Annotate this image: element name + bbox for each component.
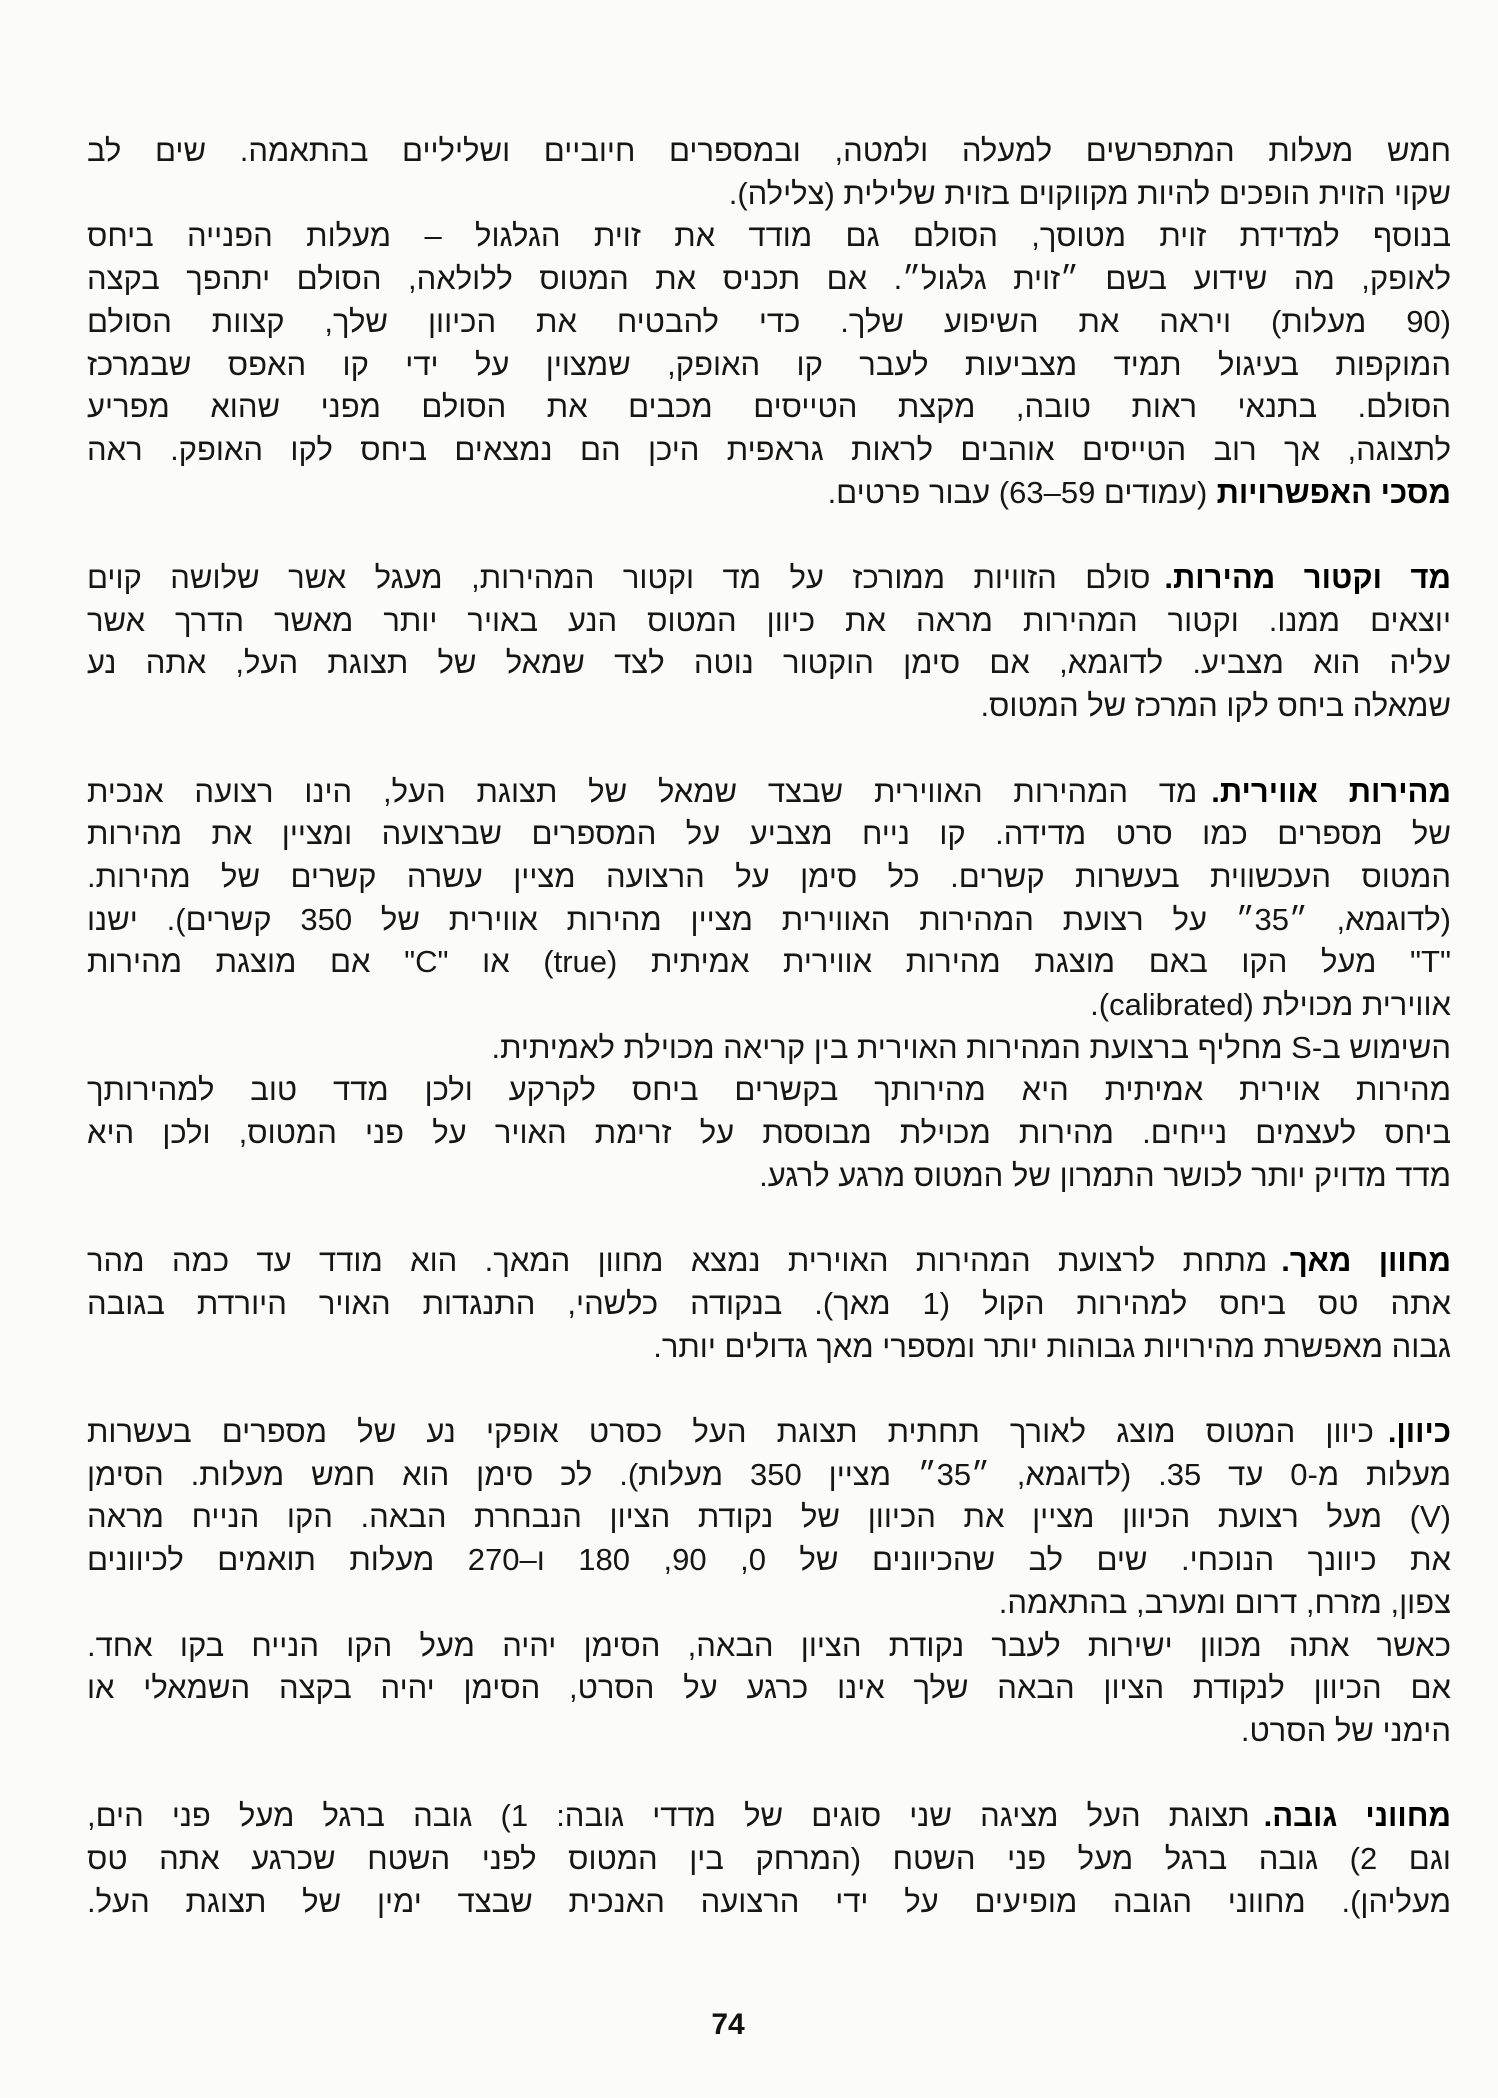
body-text: תצוגת העל מציגה שני סוגים של מדדי גובה: 1) גובה ברגל מעל פני הים,: [87, 1798, 1250, 1834]
body-line: שקוי הזוית הופכים להיות מקווקוים בזוית שלילית (צלילה).: [728, 175, 1451, 211]
body-line: ביחס לעצמים נייחים. מהירות מכוילת מבוססת על זרימת האויר על פני המטוס, ולכן היא: [87, 1115, 1451, 1151]
body-line: בנוסף למדידת זוית מטוסך, הסולם גם מודד את זוית הגלגול – מעלות הפנייה ביחס: [87, 218, 1451, 254]
body-line: [87, 472, 1451, 515]
body-line: את כיוונך הנוכחי. שים לב שהכיוונים של 0, 90, 180 ו–270 מעלות תואמים לכיוונים: [87, 1542, 1452, 1578]
body-line: אם הכיוון לנקודת הציון הבאה שלך אינו כרגע על הסרט, הסימן יהיה בקצה השמאלי או: [87, 1670, 1451, 1706]
paragraph-airspeed: [87, 771, 1451, 1198]
body-line: [87, 1411, 1451, 1454]
body-line: "T" מעל הקו באם מוצגת מהירות אווירית אמיתית (true) או "C" אם מוצגת מהירות: [87, 944, 1451, 980]
page-number: 74: [711, 2008, 745, 2041]
body-line: כאשר אתה מכוון ישירות לעבר נקודת הציון הבאה, הסימן יהיה מעל הקו הנייח בקו אחד.: [87, 1627, 1451, 1663]
body-line: חמש מעלות המתפרשים למעלה ולמטה, ובמספרים חיוביים ושליליים בהתאמה. שים לב: [87, 133, 1451, 168]
body-line: (90 מעלות) ויראה את השיפוע שלך. כדי להבטיח את הכיוון שלך, קצוות הסולם: [87, 303, 1451, 339]
section-heading: מהירות אווירית.: [1211, 773, 1452, 809]
body-text: כיוון המטוס מוצג לאורך תחתית תצוגת העל כסרט אופקי נע של מספרים בעשרות: [87, 1414, 1374, 1450]
body-line: מהירות אוירית אמיתית היא מהירותך בקשרים ביחס לקרקע ולכן מדד טוב למהירותך: [87, 1072, 1451, 1108]
section-heading: כיוון.: [1387, 1414, 1451, 1450]
paragraph-intro: [87, 130, 1451, 514]
body-line: אתה טס ביחס למהירות הקול (1 מאך). בנקודה כלשהי, התנגדות האויר היורדת בגובה: [87, 1285, 1451, 1321]
body-line: (לדוגמא, ״35״ על רצועת המהירות האווירית מציין מהירות אווירית של 350 קשרים). ישנו: [87, 901, 1451, 937]
body-line: מעלות מ-0 עד 35. (לדוגמא, ״35״ מציין 350 מעלות). לכ סימן הוא חמש מעלות. הסימן: [87, 1456, 1452, 1492]
body-line: הימני של הסרט.: [1240, 1712, 1451, 1748]
body-line: [87, 557, 1451, 600]
options-screens-reference: מסכי האפשרויות: [1216, 474, 1451, 510]
reference-pages: (עמודים 59–63) עבור פרטים.: [827, 474, 1208, 510]
body-line: וגם 2) גובה ברגל מעל פני השטח (המרחק בין המטוס לפני השטח שכרגע אתה טס: [87, 1841, 1451, 1877]
section-heading: מחווני גובה.: [1263, 1798, 1451, 1834]
body-line: צפון, מזרח, דרום ומערב, בהתאמה.: [998, 1584, 1451, 1620]
body-line: אווירית מכוילת (calibrated).: [1090, 987, 1451, 1023]
body-text: סולם הזוויות ממורכז על מד וקטור המהירות, מעגל אשר שלושה קוים: [87, 560, 1151, 596]
body-line: המטוס העכשווית בעשרות קשרים. כל סימן על הרצועה מציין עשרה קשרים של מהירות.: [87, 858, 1451, 894]
page-body: [87, 130, 1451, 1923]
body-line: (V) מעל רצועת הכיוון מציין את הכיוון של נקודת הציון הנבחרת הבאה. הקו הנייח מראה: [87, 1499, 1451, 1535]
paragraph-velocity-vector: [87, 557, 1451, 728]
body-line: מדד מדויק יותר לכושר התמרון של המטוס מרגע לרגע.: [759, 1157, 1451, 1193]
body-line: של מספרים כמו סרט מדידה. קו נייח מצביע על המספרים שברצועה ומציין את מהירות: [87, 816, 1451, 852]
body-line: [87, 1795, 1451, 1838]
body-line: לאופק, מה שידוע בשם ״זוית גלגול״. אם תכניס את המטוס ללולאה, הסולם יתהפך בקצה: [87, 261, 1451, 297]
body-line: עליה הוא מצביע. לדוגמא, אם סימן הוקטור נוטה לצד שמאל של תצוגת העל, אתה נע: [87, 645, 1451, 681]
body-line: המוקפות בעיגול תמיד מצביעות לעבר קו האופק, שמצוין על ידי קו האפס שבמרכז: [87, 346, 1451, 382]
body-line: יוצאים ממנו. וקטור המהירות מראה את כיוון המטוס הנע באויר יותר מאשר הדרך אשר: [87, 602, 1451, 638]
section-heading: מחוון מאך.: [1281, 1243, 1451, 1279]
body-line: הסולם. בתנאי ראות טובה, מקצת הטייסים מכבים את הסולם מפני שהוא מפריע: [87, 389, 1451, 425]
body-line: גבוה מאפשרת מהירויות גבוהות יותר ומספרי מאך גדולים יותר.: [653, 1328, 1451, 1364]
body-line: שמאלה ביחס לקו המרכז של המטוס.: [980, 688, 1451, 724]
body-line: לתצוגה, אך רוב הטייסים אוהבים לראות גראפית היכן הם נמצאים ביחס לקו האופק. ראה: [87, 431, 1451, 467]
paragraph-mach: [87, 1240, 1451, 1368]
paragraph-altitude: [87, 1795, 1451, 1923]
body-line: [87, 1240, 1451, 1283]
body-text: מד המהירות האווירית שבצד שמאל של תצוגת העל, הינו רצועה אנכית: [87, 773, 1198, 809]
body-line: מעליהן). מחווני הגובה מופיעים על ידי הרצועה האנכית שבצד ימין של תצוגת העל.: [87, 1883, 1451, 1919]
body-line: השימוש ב-S מחליף ברצועת המהירות האוירית בין קריאה מכוילת לאמיתית.: [491, 1029, 1451, 1065]
paragraph-heading: [87, 1411, 1451, 1753]
body-text: מתחת לרצועת המהירות האוירית נמצא מחוון המאך. הוא מודד עד כמה מהר: [87, 1243, 1268, 1279]
body-line: [87, 771, 1451, 814]
section-heading: מד וקטור מהירות.: [1164, 560, 1451, 596]
